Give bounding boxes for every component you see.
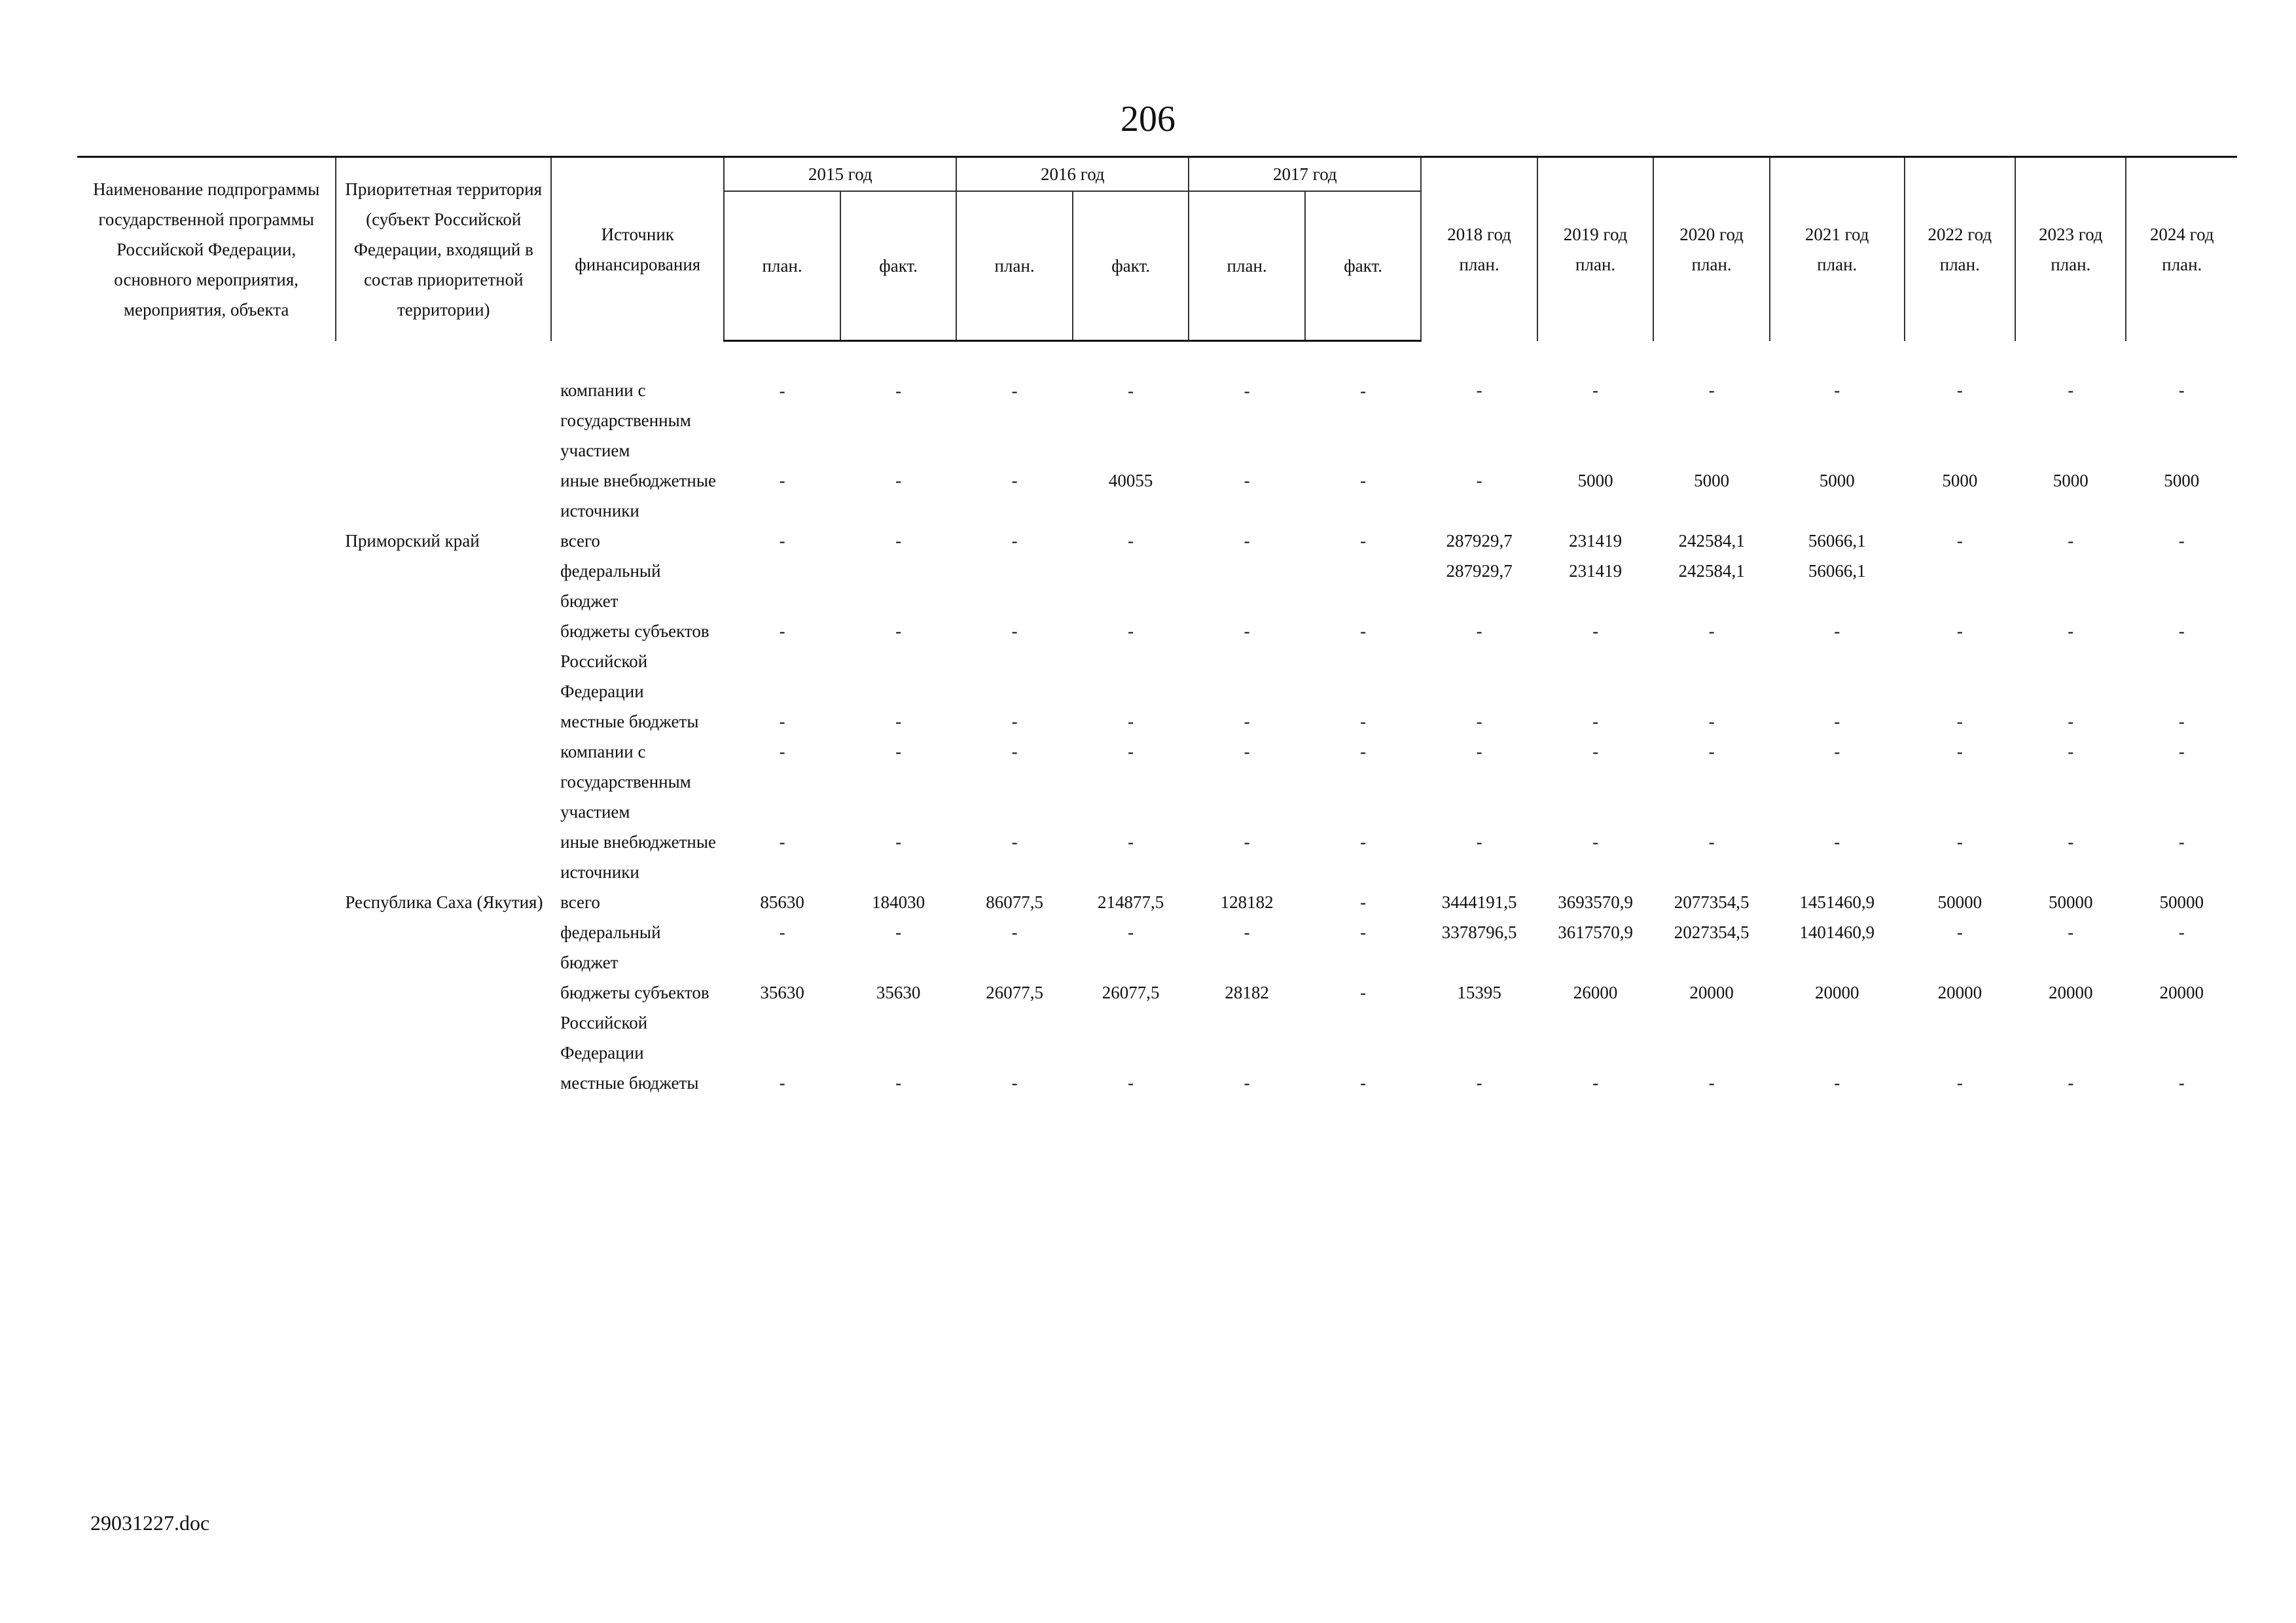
- row-value: 1401460,9: [1799, 922, 1875, 942]
- row-value: -: [1360, 982, 1367, 1002]
- row-value: -: [1834, 1072, 1840, 1093]
- row-value: -: [2178, 621, 2185, 641]
- row-source: иные внебюджетные источники: [560, 470, 717, 520]
- row-value: -: [2068, 831, 2074, 852]
- header-plan-2018: план.: [1459, 254, 1499, 274]
- row-value: 5000: [1577, 470, 1613, 490]
- row-value: [1305, 556, 1422, 616]
- row-value: -: [1128, 922, 1134, 942]
- row-value: -: [1476, 1072, 1482, 1093]
- row-source: всего: [560, 530, 600, 551]
- row-value: 5000: [1819, 470, 1855, 490]
- header-year-2021: [1770, 157, 1905, 341]
- row-name: [77, 827, 336, 887]
- header-year-2023-label: 2023 год: [2038, 224, 2103, 244]
- row-value: -: [1956, 1072, 1963, 1093]
- row-value: 5000: [1694, 470, 1730, 490]
- row-territory: [336, 465, 551, 526]
- row-value: 15395: [1457, 982, 1501, 1002]
- row-value: -: [1592, 1072, 1599, 1093]
- row-value: 28182: [1225, 982, 1269, 1002]
- header-year-2018: [1421, 157, 1537, 341]
- row-value: -: [1360, 741, 1367, 761]
- row-value: -: [1128, 530, 1134, 551]
- row-value: -: [1956, 530, 1963, 551]
- table-row: [77, 887, 2237, 917]
- row-value: -: [1476, 711, 1482, 731]
- row-value: -: [1011, 621, 1018, 641]
- row-territory: [336, 341, 551, 465]
- table-row: [77, 977, 2237, 1068]
- row-value: 86077,5: [986, 892, 1043, 912]
- row-source: иные внебюджетные источники: [560, 831, 717, 882]
- row-value: 231419: [1569, 560, 1623, 581]
- row-value: -: [1834, 380, 1840, 400]
- row-value: 35630: [876, 982, 921, 1002]
- header-plan-2022: план.: [1939, 254, 1980, 274]
- header-plan-2015: план.: [724, 191, 840, 341]
- header-fact-2017: факт.: [1305, 191, 1422, 341]
- row-value: -: [2178, 922, 2185, 942]
- row-value: -: [1011, 922, 1018, 942]
- row-value: -: [779, 530, 785, 551]
- header-year-2016: 2016 год: [956, 157, 1189, 192]
- row-territory: [336, 616, 551, 706]
- row-value: -: [1834, 741, 1840, 761]
- row-value: -: [1244, 741, 1250, 761]
- row-value: -: [1708, 831, 1715, 852]
- row-value: -: [779, 922, 785, 942]
- row-source: бюджеты субъектов Российской Федерации: [560, 982, 709, 1063]
- row-value: -: [2178, 741, 2185, 761]
- row-name: [77, 556, 336, 616]
- row-value: -: [2068, 530, 2074, 551]
- header-plan-2017: план.: [1189, 191, 1305, 341]
- header-plan-2020: план.: [1691, 254, 1732, 274]
- row-value: -: [2178, 1072, 2185, 1093]
- row-source: местные бюджеты: [560, 1072, 699, 1093]
- row-value: 40055: [1108, 470, 1153, 490]
- row-value: -: [2178, 711, 2185, 731]
- table-row: [77, 465, 2237, 526]
- row-value: -: [1476, 380, 1482, 400]
- table-row: [77, 827, 2237, 887]
- row-value: -: [1244, 922, 1250, 942]
- row-value: -: [779, 831, 785, 852]
- header-fact-2015: факт.: [840, 191, 957, 341]
- row-value: -: [2068, 711, 2074, 731]
- row-value: -: [1011, 470, 1018, 490]
- header-year-2020-label: 2020 год: [1679, 224, 1744, 244]
- row-value: -: [1128, 831, 1134, 852]
- row-value: [724, 556, 840, 616]
- row-value: 3444191,5: [1441, 892, 1517, 912]
- row-value: 26077,5: [986, 982, 1043, 1002]
- row-name: [77, 1068, 336, 1098]
- row-value: -: [1956, 621, 1963, 641]
- header-source: Источник финансирования: [551, 157, 724, 341]
- row-value: -: [1360, 711, 1367, 731]
- row-value: -: [1360, 892, 1367, 912]
- row-value: -: [895, 711, 902, 731]
- header-year-2022: [1905, 157, 2015, 341]
- row-value: -: [1956, 741, 1963, 761]
- financing-table: [77, 156, 2237, 1098]
- row-value: 35630: [760, 982, 804, 1002]
- row-value: 50000: [2159, 892, 2204, 912]
- row-territory: [336, 977, 551, 1068]
- row-value: -: [779, 1072, 785, 1093]
- row-value: -: [1128, 711, 1134, 731]
- header-plan-2019: план.: [1575, 254, 1616, 274]
- row-value: -: [2178, 380, 2185, 400]
- row-value: [1905, 556, 2015, 616]
- row-value: [956, 556, 1073, 616]
- row-value: -: [2068, 1072, 2074, 1093]
- row-value: -: [1011, 530, 1018, 551]
- row-value: 3617570,9: [1558, 922, 1633, 942]
- header-plan-2023: план.: [2051, 254, 2091, 274]
- row-value: 26000: [1573, 982, 1618, 1002]
- row-value: -: [1360, 831, 1367, 852]
- header-territory: Приоритетная территория (субъект Российской Федерации, входящий в состав приоритетной территории): [336, 157, 551, 341]
- row-value: -: [779, 470, 785, 490]
- row-value: -: [895, 470, 902, 490]
- row-territory: [336, 917, 551, 977]
- row-value: -: [1592, 831, 1599, 852]
- table-row: [77, 616, 2237, 706]
- row-value: -: [1708, 380, 1715, 400]
- row-value: -: [2068, 380, 2074, 400]
- table-row: [77, 737, 2237, 827]
- row-name: [77, 977, 336, 1068]
- row-name: [77, 616, 336, 706]
- row-territory: [336, 556, 551, 616]
- header-year-2018-label: 2018 год: [1447, 224, 1511, 244]
- row-value: -: [1708, 1072, 1715, 1093]
- row-value: 20000: [1689, 982, 1734, 1002]
- row-name: [77, 887, 336, 917]
- row-name: [77, 465, 336, 526]
- row-value: -: [2068, 922, 2074, 942]
- row-value: 3693570,9: [1558, 892, 1633, 912]
- row-source: федеральный бюджет: [560, 560, 661, 611]
- row-value: -: [1360, 381, 1367, 401]
- row-value: -: [1956, 380, 1963, 400]
- header-year-2024: [2126, 157, 2237, 341]
- row-value: -: [2068, 741, 2074, 761]
- header-fact-2016: факт.: [1073, 191, 1189, 341]
- row-value: 5000: [2053, 470, 2089, 490]
- row-territory: [336, 827, 551, 887]
- row-value: 3378796,5: [1441, 922, 1517, 942]
- table-row: [77, 917, 2237, 977]
- row-value: 214877,5: [1097, 892, 1164, 912]
- row-value: -: [1834, 711, 1840, 731]
- row-value: -: [1244, 1072, 1250, 1093]
- row-value: -: [1360, 1072, 1367, 1093]
- row-value: -: [1244, 621, 1250, 641]
- row-value: 50000: [1937, 892, 1982, 912]
- row-value: [1073, 556, 1189, 616]
- header-year-2017: 2017 год: [1189, 157, 1421, 192]
- row-value: -: [1128, 1072, 1134, 1093]
- row-territory: [336, 1068, 551, 1098]
- row-source: компании с государственным участием: [560, 741, 691, 822]
- header-year-2023: [2015, 157, 2126, 341]
- row-value: -: [2178, 530, 2185, 551]
- row-value: -: [1476, 831, 1482, 852]
- row-value: -: [779, 381, 785, 401]
- row-value: -: [1592, 621, 1599, 641]
- row-territory: [336, 737, 551, 827]
- row-value: -: [1244, 831, 1250, 852]
- row-name: [77, 737, 336, 827]
- row-value: -: [895, 381, 902, 401]
- row-value: -: [1011, 1072, 1018, 1093]
- row-source: федеральный бюджет: [560, 922, 661, 972]
- header-year-2019-label: 2019 год: [1563, 224, 1628, 244]
- row-value: -: [895, 831, 902, 852]
- row-value: -: [1476, 621, 1482, 641]
- row-value: -: [895, 621, 902, 641]
- row-value: -: [1360, 621, 1367, 641]
- row-value: -: [1011, 711, 1018, 731]
- row-value: -: [1128, 621, 1134, 641]
- row-value: -: [1956, 922, 1963, 942]
- row-value: 56066,1: [1808, 530, 1866, 551]
- header-year-2022-label: 2022 год: [1928, 224, 1992, 244]
- row-value: -: [1834, 621, 1840, 641]
- table-row: [77, 1068, 2237, 1098]
- row-name: [77, 706, 336, 737]
- row-value: 5000: [1942, 470, 1978, 490]
- table-row: [77, 706, 2237, 737]
- header-row-years: [77, 157, 2237, 192]
- row-value: 231419: [1569, 530, 1623, 551]
- row-value: -: [779, 621, 785, 641]
- header-name: Наименование подпрограммы государственной программы Российской Федерации, основного мероприятия, мероприятия, объекта: [77, 157, 336, 341]
- row-value: -: [1011, 831, 1018, 852]
- row-value: 20000: [2049, 982, 2093, 1002]
- row-value: 184030: [872, 892, 925, 912]
- row-value: -: [1360, 470, 1367, 490]
- row-value: -: [895, 741, 902, 761]
- table-body: [77, 341, 2237, 1098]
- row-value: [2126, 556, 2237, 616]
- row-territory: Республика Саха (Якутия): [345, 892, 543, 912]
- row-value: -: [779, 741, 785, 761]
- row-value: -: [1834, 831, 1840, 852]
- row-value: -: [1956, 711, 1963, 731]
- row-value: 85630: [760, 892, 804, 912]
- row-value: 128182: [1220, 892, 1274, 912]
- row-value: -: [895, 530, 902, 551]
- row-name: [77, 341, 336, 465]
- row-value: [2015, 556, 2126, 616]
- row-value: -: [1708, 741, 1715, 761]
- row-value: 287929,7: [1446, 560, 1513, 581]
- row-value: [1189, 556, 1305, 616]
- row-name: [77, 526, 336, 556]
- row-value: -: [1128, 741, 1134, 761]
- row-value: -: [1244, 711, 1250, 731]
- row-source: бюджеты субъектов Российской Федерации: [560, 621, 709, 701]
- row-name: [77, 917, 336, 977]
- row-value: -: [1476, 470, 1482, 490]
- row-value: [840, 556, 957, 616]
- row-value: -: [1244, 530, 1250, 551]
- table-row: [77, 526, 2237, 556]
- row-value: -: [1956, 831, 1963, 852]
- row-value: -: [779, 711, 785, 731]
- row-value: 26077,5: [1102, 982, 1160, 1002]
- row-value: -: [2068, 621, 2074, 641]
- header-plan-2016: план.: [956, 191, 1073, 341]
- row-value: -: [1476, 741, 1482, 761]
- header-year-2024-label: 2024 год: [2149, 224, 2214, 244]
- header-plan-2024: план.: [2162, 254, 2202, 274]
- row-territory: Приморский край: [345, 530, 480, 551]
- header-year-2020: [1653, 157, 1770, 341]
- row-value: -: [1011, 741, 1018, 761]
- header-year-2015: 2015 год: [724, 157, 956, 192]
- footer-filename: 29031227.doc: [90, 1511, 210, 1535]
- row-value: 50000: [2049, 892, 2093, 912]
- header-year-2019: [1537, 157, 1654, 341]
- header-plan-2021: план.: [1817, 254, 1857, 274]
- row-value: -: [895, 1072, 902, 1093]
- row-value: 2077354,5: [1674, 892, 1749, 912]
- row-value: -: [895, 922, 902, 942]
- row-value: -: [1360, 530, 1367, 551]
- row-value: 20000: [2159, 982, 2204, 1002]
- row-value: -: [1011, 381, 1018, 401]
- table-row: [77, 341, 2237, 465]
- row-value: 5000: [2164, 470, 2200, 490]
- row-value: -: [1244, 470, 1250, 490]
- table-row: [77, 556, 2237, 616]
- row-value: 242584,1: [1678, 560, 1745, 581]
- row-value: 1451460,9: [1799, 892, 1875, 912]
- row-value: -: [1360, 922, 1367, 942]
- row-value: -: [1708, 621, 1715, 641]
- row-value: -: [1244, 381, 1250, 401]
- row-value: -: [1128, 381, 1134, 401]
- row-value: 20000: [1814, 982, 1859, 1002]
- row-value: -: [2178, 831, 2185, 852]
- page-number: 206: [1121, 99, 1175, 139]
- row-value: 56066,1: [1808, 560, 1866, 581]
- row-value: -: [1592, 711, 1599, 731]
- row-source: компании с государственным участием: [560, 380, 691, 460]
- row-value: -: [1708, 711, 1715, 731]
- row-source: местные бюджеты: [560, 711, 699, 731]
- row-value: -: [1592, 380, 1599, 400]
- row-source: всего: [560, 892, 600, 912]
- row-value: 287929,7: [1446, 530, 1513, 551]
- row-value: -: [1592, 741, 1599, 761]
- row-value: 2027354,5: [1674, 922, 1749, 942]
- header-year-2021-label: 2021 год: [1804, 224, 1869, 244]
- row-value: 242584,1: [1678, 530, 1745, 551]
- row-value: 20000: [1937, 982, 1982, 1002]
- row-territory: [336, 706, 551, 737]
